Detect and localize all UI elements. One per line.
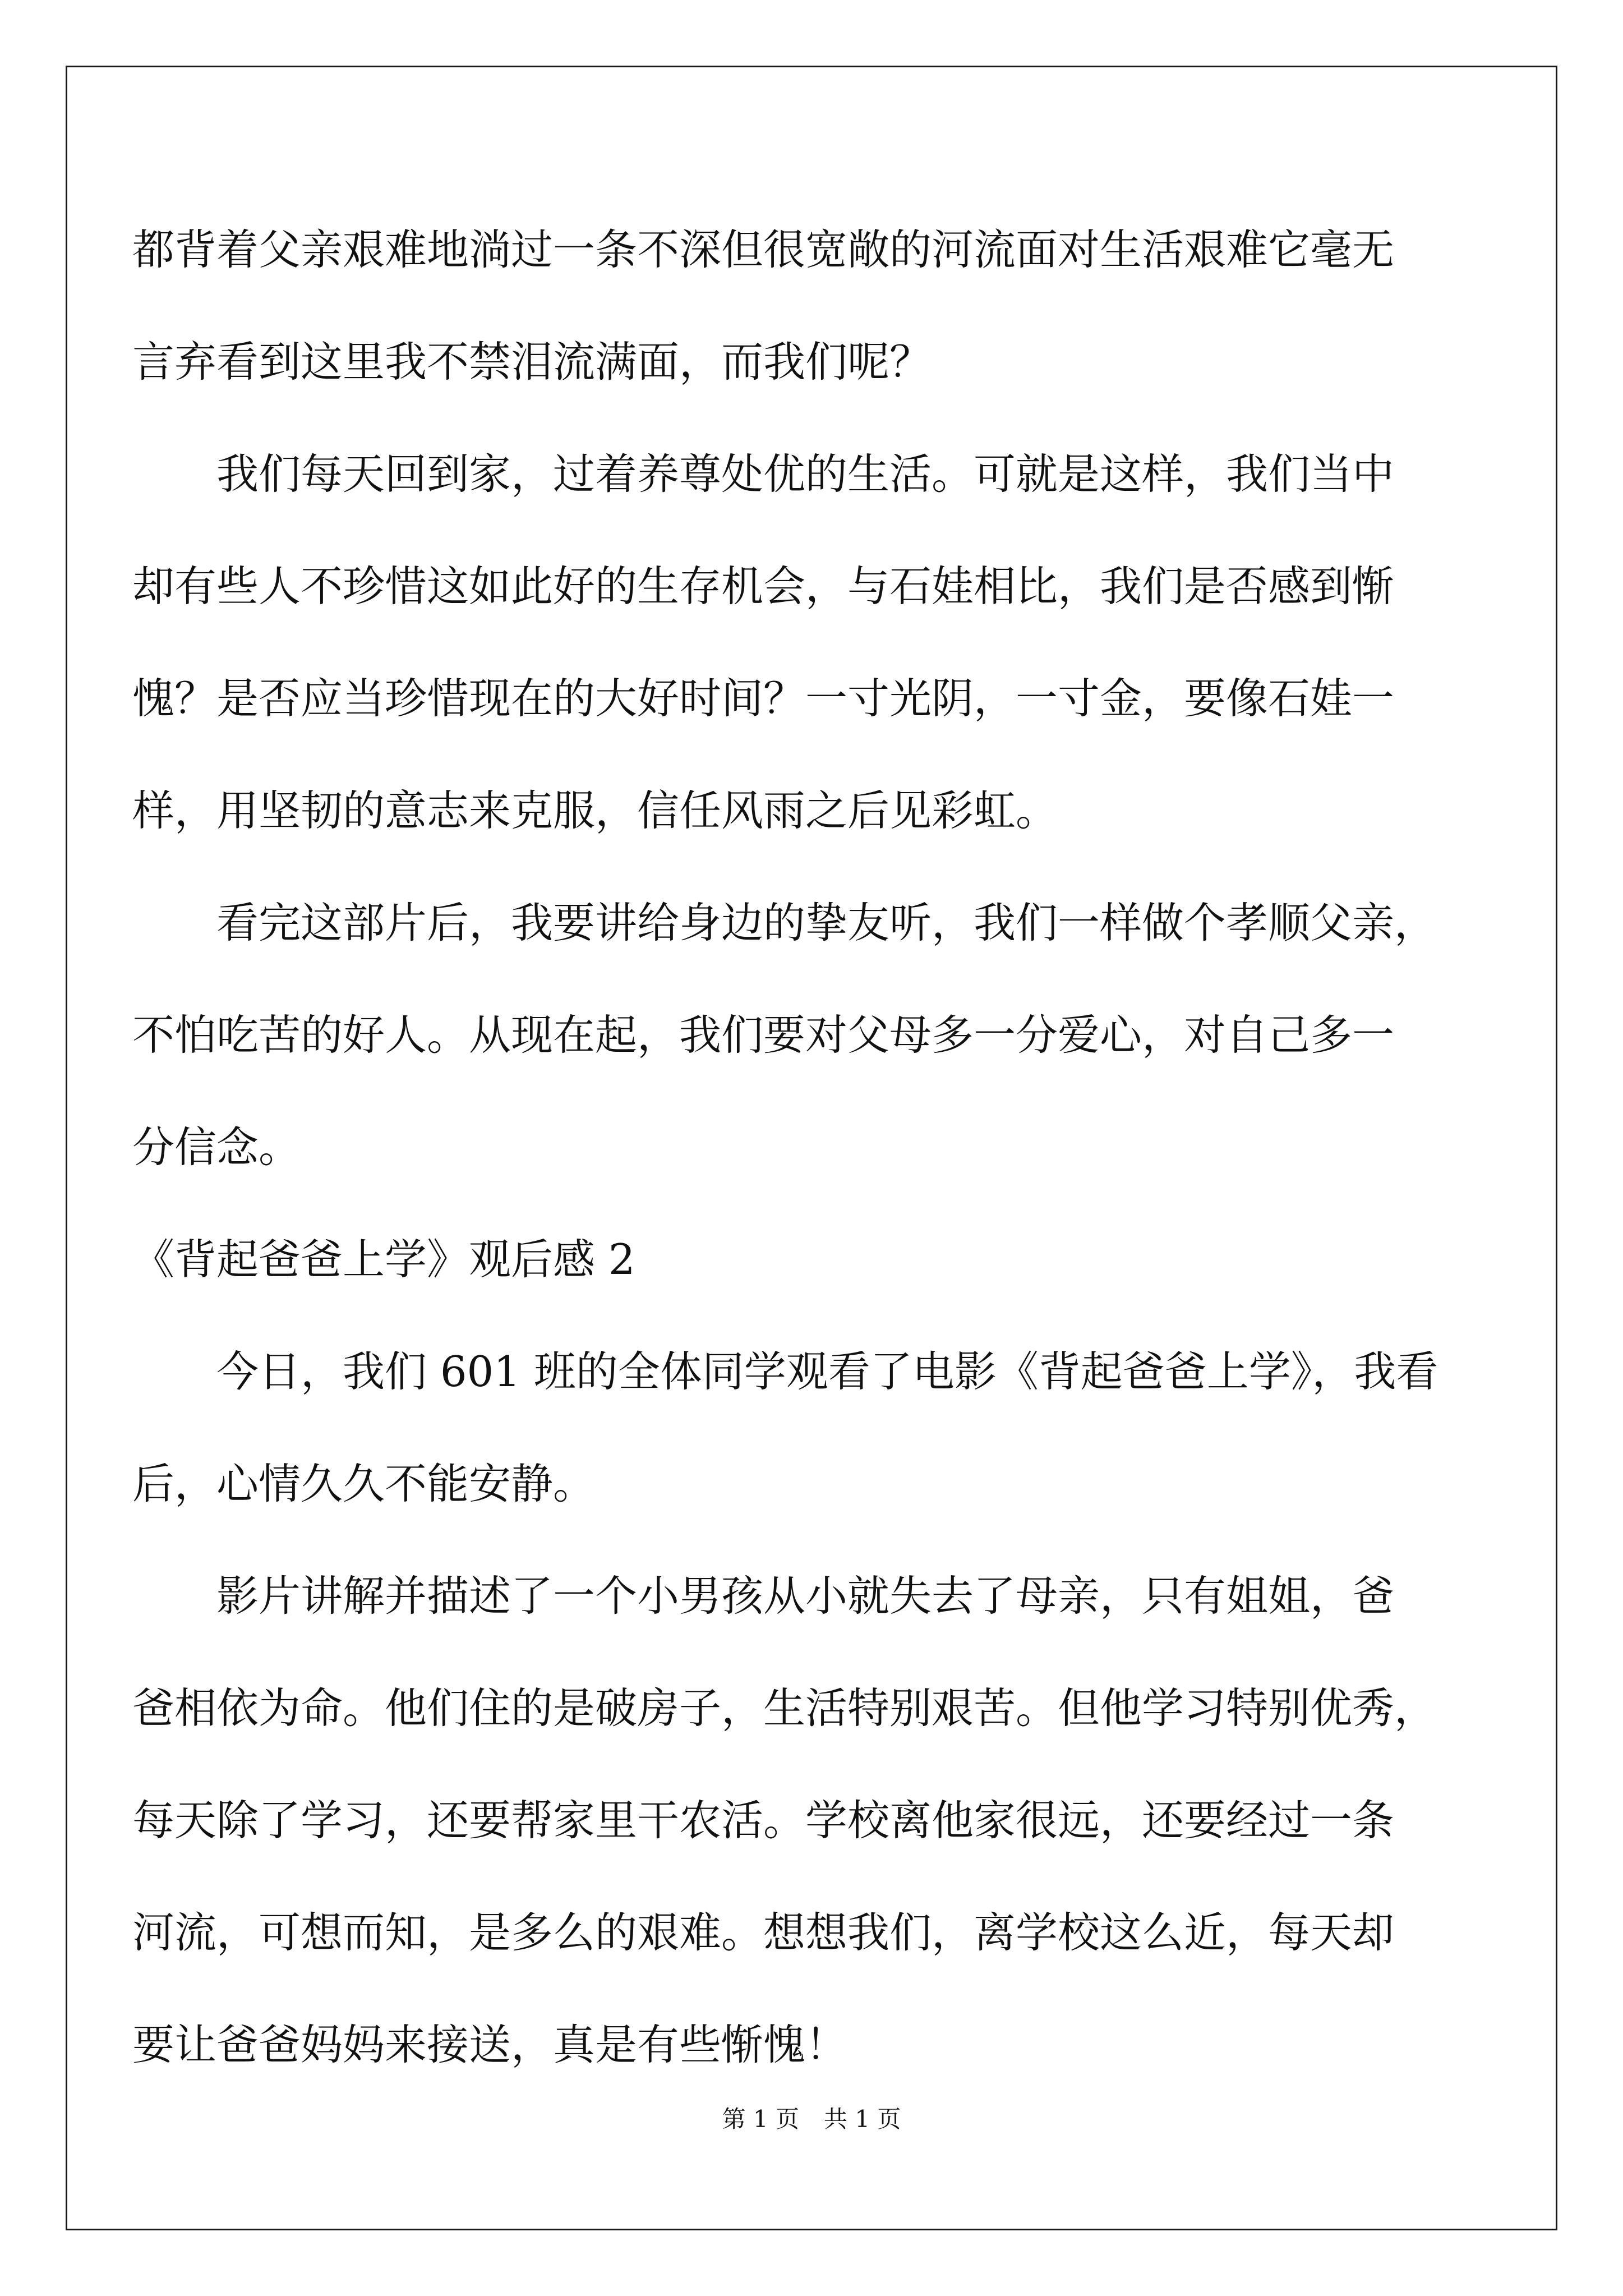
page-footer [0,2101,1623,2134]
text-line: 分信念。 [132,1122,301,1172]
paragraph-start-line: 我们每天回到家，过着养尊处优的生活。可就是这样，我们当中 [216,449,1395,499]
text-line: 却有些人不珍惜这如此好的生存机会，与石娃相比，我们是否感到惭 [132,562,1395,611]
text-line: 都背着父亲艰难地淌过一条不深但很宽敞的河流面对生活艰难它毫无 [132,225,1395,274]
text-line: 爸相依为命。他们住的是破房子，生活特别艰苦。但他学习特别优秀， [132,1683,1437,1733]
text-line: 言弃看到这里我不禁泪流满面，而我们呢？ [132,337,932,386]
document-body [132,194,1484,2101]
text-line: 河流，可想而知，是多么的艰难。想想我们，离学校这么近，每天却 [132,1908,1395,1957]
paragraph-start-line: 影片讲解并描述了一个小男孩从小就失去了母亲，只有姐姐，爸 [216,1571,1395,1621]
page-number: 第 1 页 [722,2105,799,2133]
text-line: 不怕吃苦的好人。从现在起，我们要对父母多一分爱心，对自己多一 [132,1010,1395,1060]
paragraph-start-line: 今日，我们 601 班的全体同学观看了电影《背起爸爸上学》，我看 [216,1347,1438,1396]
paragraph-start-line: 看完这部片后，我要讲给身边的挚友听，我们一样做个孝顺父亲， [216,898,1437,947]
text-line: 样，用坚韧的意志来克服，信任风雨之后见彩虹。 [132,786,1058,835]
text-line: 后，心情久久不能安静。 [132,1459,596,1508]
section-heading: 《背起爸爸上学》观后感 2 [132,1235,635,1284]
text-line: 要让爸爸妈妈来接送，真是有些惭愧！ [132,2020,848,2069]
page-total: 共 1 页 [824,2105,901,2133]
text-line: 每天除了学习，还要帮家里干农活。学校离他家很远，还要经过一条 [132,1796,1395,1845]
text-line: 愧？是否应当珍惜现在的大好时间？一寸光阴，一寸金，要像石娃一 [132,674,1395,723]
